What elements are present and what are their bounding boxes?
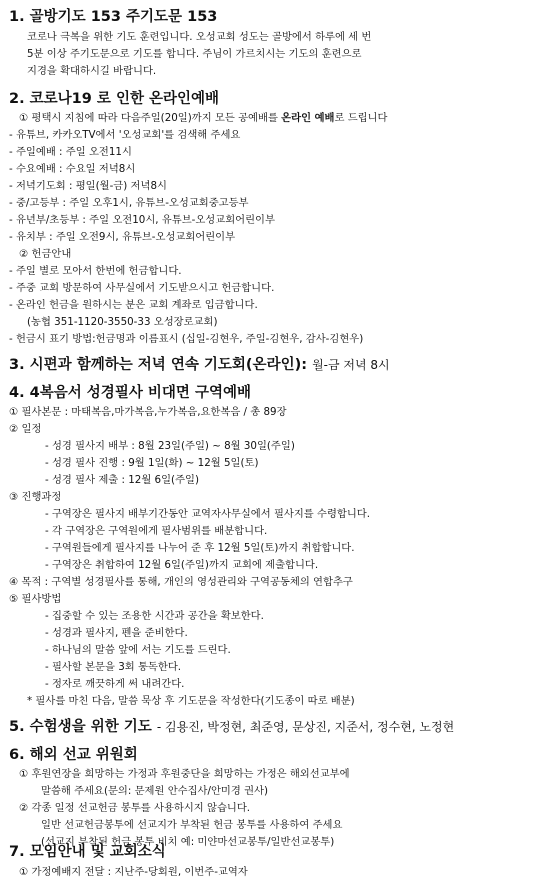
section-2-line-11: - 주중 교회 방문하여 사무실에서 기도받으시고 헌금합니다. xyxy=(9,282,275,294)
section-6-line-4: 일반 선교헌금봉투에 선교지가 부착된 헌금 봉투를 사용하여 주세요 xyxy=(41,819,343,831)
section-2-line-2: - 유튜브, 카카오TV에서 '오성교회'를 검색해 주세요 xyxy=(9,129,241,141)
section-4-line-7: - 구역장은 필사지 배부기간동안 교역자사무실에서 필사지를 수령합니다. xyxy=(45,508,371,520)
section-4-line-16: - 필사할 본문을 3회 통독한다. xyxy=(45,661,182,673)
section-4-line-8: - 각 구역장은 구역원에게 필사범위를 배분합니다. xyxy=(45,525,268,537)
section-2-line-10: - 주일 별로 모아서 한번에 헌금합니다. xyxy=(9,265,182,277)
section-1-line-3: 지경을 확대하시길 바랍니다. xyxy=(27,65,157,77)
section-5-names: - 김용진, 박정현, 최준영, 문상진, 지준서, 정수현, 노정현 xyxy=(156,720,455,734)
section-2-line-9: ② 헌금안내 xyxy=(19,248,72,260)
section-2-line-5: - 저녁기도회 : 평일(월-금) 저녁8시 xyxy=(9,180,167,192)
section-2-line-14: - 헌금시 표기 방법:헌금명과 이름표시 (십일-김현우, 주일-김현우, 감사-김현우) xyxy=(9,333,364,345)
section-4-line-10: - 구역장은 취합하여 12월 6일(주일)까지 교회에 제출합니다. xyxy=(45,559,319,571)
section-1-line-2: 5분 이상 주기도문으로 기도를 합니다. 주님이 가르치시는 기도의 훈련으로 xyxy=(27,48,362,60)
section-4-line-17: - 정자로 깨끗하게 써 내려간다. xyxy=(45,678,185,690)
section-4-title: 4. 4복음서 성경필사 비대면 구역예배 xyxy=(9,385,251,401)
section-4-line-14: - 성경과 필사지, 펜을 준비한다. xyxy=(45,627,188,639)
section-4-line-5: - 성경 필사 제출 : 12월 6일(주일) xyxy=(45,474,199,486)
section-4-line-12: ⑤ 필사방법 xyxy=(9,593,62,605)
section-4-line-15: - 하나님의 말씀 앞에 서는 기도를 드린다. xyxy=(45,644,231,656)
section-4-line-18: * 필사를 마친 다음, 말씀 묵상 후 기도문을 작성한다(기도종이 따로 배분) xyxy=(27,695,355,707)
section-2-line-12: - 온라인 헌금을 원하시는 분은 교회 계좌로 입금합니다. xyxy=(9,299,258,311)
section-6-line-2: 말씀해 주세요(문의: 문제원 안수집사/안미경 권사) xyxy=(41,785,268,797)
section-6-line-3: ② 각종 일정 선교헌금 봉투를 사용하시지 않습니다. xyxy=(19,802,251,814)
section-4-line-1: ① 필사본문 : 마태복음,마가복음,누가복음,요한복음 / 총 89장 xyxy=(9,406,287,418)
section-2-line-7: - 유년부/초등부 : 주일 오전10시, 유튜브-오성교회어린이부 xyxy=(9,214,275,226)
section-1-line-1: 코로나 극복을 위한 기도 훈련입니다. 오성교회 성도는 골방에서 하루에 세 번 xyxy=(27,31,372,43)
section-6-line-1: ① 후원연장을 희망하는 가정과 후원중단을 희망하는 가정은 해외선교부에 xyxy=(19,768,350,780)
section-7-line-1: ① 가정예배지 전달 : 지난주-당회원, 이번주-교역자 xyxy=(19,866,248,878)
section-3-schedule: 월-금 저녁 8시 xyxy=(312,358,390,372)
section-4-line-4: - 성경 필사 진행 : 9월 1일(화) ~ 12월 5일(토) xyxy=(45,457,259,469)
section-3-title: 3. 시편과 함께하는 저녁 연속 기도회(온라인): 월-금 저녁 8시 xyxy=(9,357,390,373)
section-2-line-6: - 중/고등부 : 주일 오후1시, 유튜브-오성교회중고등부 xyxy=(9,197,249,209)
section-2-line-3: - 주일예배 : 주일 오전11시 xyxy=(9,146,132,158)
section-6-title: 6. 해외 선교 위원회 xyxy=(9,747,138,763)
section-4-line-9: - 구역원들에게 필사지를 나누어 준 후 12월 5일(토)까지 취합합니다. xyxy=(45,542,355,554)
section-4-line-2: ② 일정 xyxy=(9,423,42,435)
section-5-title: 5. 수험생을 위한 기도 - 김용진, 박정현, 최준영, 문상진, 지준서, 정수현, 노정현 xyxy=(9,719,455,735)
section-7-title: 7. 모임안내 및 교회소식 xyxy=(9,844,166,860)
section-4-line-6: ③ 진행과정 xyxy=(9,491,62,503)
section-2-notice: ① 평택시 지침에 따라 다음주일(20일)까지 모든 공예배를 온라인 예배로 드립니다 xyxy=(19,112,388,124)
section-4-line-11: ④ 목적 : 구역별 성경필사를 통해, 개인의 영성관리와 구역공동체의 연합추구 xyxy=(9,576,353,588)
section-2-line-4: - 수요예배 : 수요일 저녁8시 xyxy=(9,163,136,175)
section-2-line-8: - 유치부 : 주일 오전9시, 유튜브-오성교회어린이부 xyxy=(9,231,236,243)
section-4-line-3: - 성경 필사지 배부 : 8월 23일(주일) ~ 8월 30일(주일) xyxy=(45,440,295,452)
section-4-line-13: - 집중할 수 있는 조용한 시간과 공간을 확보한다. xyxy=(45,610,264,622)
section-2-line-13: (농협 351-1120-3550-33 오성장로교회) xyxy=(27,316,218,328)
section-1-title: 1. 골방기도 153 주기도문 153 xyxy=(9,9,218,25)
section-2-title: 2. 코로나19 로 인한 온라인예배 xyxy=(9,91,220,107)
section-6-line-5: (선교지 부착된 헌금 봉투 비치 예: 미얀마선교봉투/일반선교봉투) xyxy=(41,836,335,848)
